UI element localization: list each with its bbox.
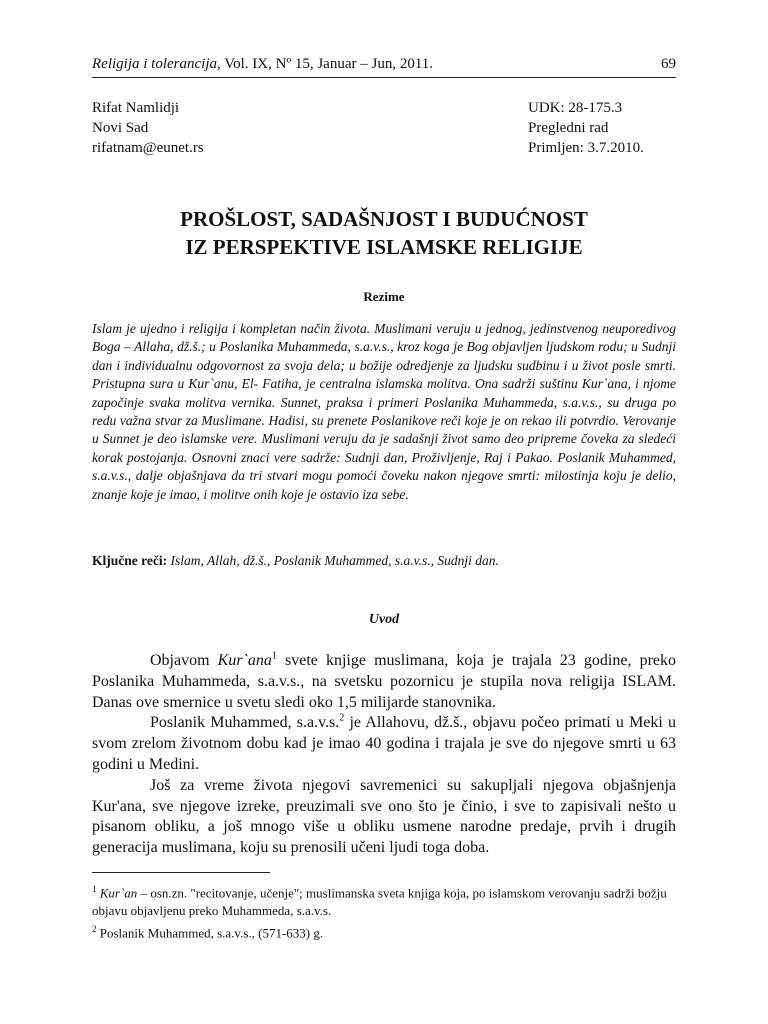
- p2-text-b: je Allahovu, dž.š., objavu počeo primati u Meki u svom zrelom životnom dobu kad je imao 40 godina i trajala je sve do njegove smrti u 63 godini u Medini.: [92, 714, 676, 773]
- footnote-ref-2[interactable]: 2: [339, 713, 345, 725]
- author-info: [92, 98, 204, 158]
- footnotes: [92, 880, 676, 943]
- abstract-text: Islam je ujedno i religija i kompletan način života. Muslimani veruju u jednog, jedinstvenog neuporedivog Boga – Allaha, dž.š.; u Poslanika Muhammeda, s.a.v.s., kroz koga je Bog objavljen ljudskom rodu; u Sudnji dan i individualnu odgovornost za svoja dela; u božije odredjenje za ljudsku sudbinu i u život posle smrti. Pristupna sura u Kur`anu, El- Fatiha, je centralna islamska molitva. Ona sadrži suštinu Kur`ana, i njome započinje svaka molitva vernika. Sunnet, praksa i primeri Poslanika Muhammeda, s.a.v.s., su druga po redu važna stvar za Muslimane. Hadisi, su prenete Poslanikove reči koje je on rekao ili potvrdio. Verovanje u Sunnet je deo islamske vere. Muslimani veruju da je sadašnji život samo deo pripreme čoveka za sledeći korak postojanja. Osnovni znaci vere sadrže: Sudnji dan, Proživljenje, Raj i Pakao. Poslanik Muhammed, s.a.v.s., dalje objašnjava da tri stvari mogu pomoći čoveku nakon njegove smrti: milostinja koju je delio, znanje koje je imao, i molitve onih koje je ostavio iza sebe.: [92, 321, 676, 502]
- received-date: Primljen: 3.7.2010.: [528, 140, 644, 156]
- keywords-label: Ključne reči:: [92, 553, 168, 568]
- article-title: [92, 205, 676, 261]
- keywords-value: Islam, Allah, dž.š., Poslanik Muhammed, s.a.v.s., Sudnji dan.: [167, 553, 499, 568]
- footnote-2: [92, 920, 676, 942]
- journal-citation: [92, 56, 433, 73]
- header-rule: [92, 77, 676, 78]
- footnote-rule: [92, 872, 270, 873]
- footnote-1: [92, 880, 676, 920]
- footnote-1-number: 1: [92, 884, 97, 894]
- footnote-1-text: – osn.zn. "recitovanje, učenje"; muslimanska sveta knjiga koja, po islamskom verovanju sadrži božju objavu objavljenu preko Muhammeda, s.a.v.s.: [92, 885, 667, 919]
- title-line-1: PROŠLOST, SADAŠNJOST I BUDUĆNOST: [180, 207, 588, 231]
- p2-text-a: Poslanik Muhammed, s.a.v.s.: [150, 714, 340, 732]
- p1-text-a: Objavom: [150, 652, 218, 669]
- journal-name: Religija i tolerancija: [92, 56, 217, 72]
- running-header: [92, 56, 676, 76]
- body-paragraph-3: Još za vreme života njegovi savremenici su sakupljali njegova objašnjenja Kur'ana, sve njegove izreke, preuzimali sve ono što je činio, i sve to zapisivali nešto u pisanom obliku, a još mnogo više u obliku usmene narodne predaje, prvih i drugih generacija muslimana, koju su prenosili učeni ljudi toga doba.: [92, 776, 676, 857]
- footnote-2-number: 2: [92, 924, 97, 935]
- article-meta: [528, 98, 644, 158]
- footnote-1-term: Kur`an: [99, 885, 138, 901]
- article-type: Pregledni rad: [528, 120, 609, 136]
- udk-code: UDK: 28-175.3: [528, 100, 623, 116]
- body-text: [92, 651, 676, 859]
- footnote-2-text: Poslanik Muhammed, s.a.v.s., (571-633) g.: [96, 925, 324, 941]
- author-name: Rifat Namlidji: [92, 100, 180, 116]
- p1-term: Kur`ana: [217, 652, 272, 669]
- abstract-heading: Rezime: [363, 289, 405, 304]
- section-heading: Uvod: [368, 612, 400, 627]
- journal-issue: , Vol. IX, Nº 15, Januar – Jun, 2011.: [216, 56, 434, 72]
- author-email[interactable]: rifatnam@eunet.rs: [92, 140, 204, 156]
- title-line-2: IZ PERSPEKTIVE ISLAMSKE RELIGIJE: [185, 235, 583, 259]
- keywords: [92, 553, 676, 569]
- body-paragraph-1: [92, 651, 676, 713]
- page-number: 69: [661, 56, 676, 72]
- body-paragraph-2: [92, 713, 676, 775]
- footnote-ref-1[interactable]: 1: [271, 650, 277, 662]
- author-city: Novi Sad: [92, 120, 149, 136]
- p1-text-b: svete knjige muslimana, koja je trajala 23 godine, preko Poslanika Muhammeda, s.a.v.s., na svetsku pozornicu je stupila nova religija ISLAM. Danas ove smernice u svetu sledi oko 1,5 milijarde stanovnika.: [92, 652, 676, 711]
